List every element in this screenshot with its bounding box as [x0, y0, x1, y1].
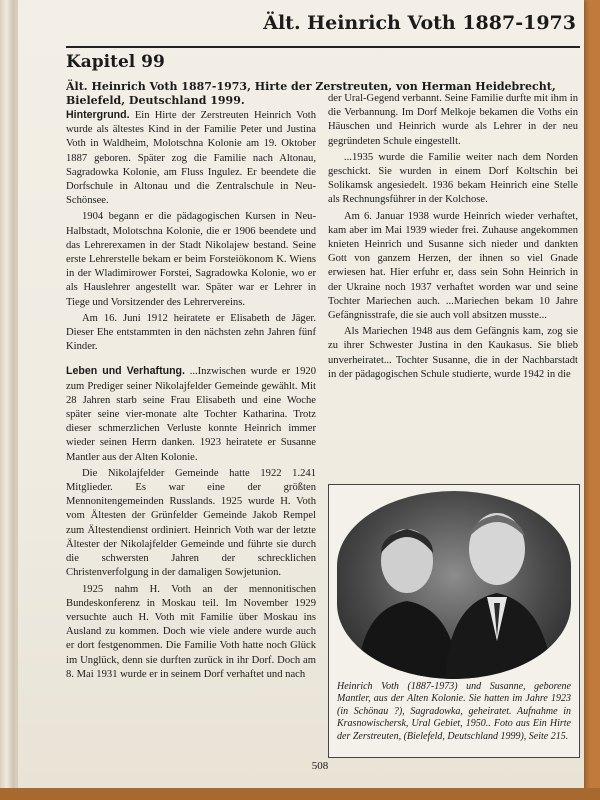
paragraph: der Ural-Gegend verbannt. Seine Familie durfte mit ihm in die Verbannung. Im Dorf Melkoje bekamen die Voths ein Häuschen und Heinrich wurde als Lehrer in der neu gegründeten Schule eingestellt. [328, 93, 578, 147]
left-column [66, 108, 316, 684]
page-content [60, 0, 580, 790]
chapter-title: Kapitel 99 [66, 52, 165, 72]
paragraph: 1904 begann er die pädagogischen Kursen in Neu-Halbstadt, Molotschna Kolonie, die er 1906 beendete und das Lehrerexamen in der Stadt Nikolajew bestand. Seine erste Lehrerstelle bekam er beim Forsteiökonom K. Wiens in der Wladimirower Forstei, Sagradowka Kolonie, wo er als Hauslehrer angestellt war. Später war er Lehrer in Tiege und Vorsitzender des Lehrervereins. [66, 211, 316, 308]
paragraph-life-and-arrest [66, 364, 316, 464]
photo-figure [328, 484, 580, 758]
section-heading-background: Hintergrund. [66, 109, 130, 121]
book-bottom-edge [0, 788, 600, 800]
paragraph: Am 6. Januar 1938 wurde Heinrich wieder verhaftet, kam aber im Mai 1939 wieder frei. Zuhause angekommen knieten Heinrich und Susanne sich nieder und dankten Gott von ganzem Herzen, der ihnen so viel Gnade erwiesen hat. Hier erfuhr er, dass sein Sohn Heinrich in der Ukraine noch 1937 verhaftet worden war und seine Tochter Mariechen auch. ...Mariechen bekam 10 Jahre Gefängnisstrafe, die sie auch voll absitzen musste... [328, 210, 578, 322]
paragraph: Die Nikolajfelder Gemeinde hatte 1922 1.241 Mitglieder. Es war eine der größten Mennonitengemeinden Russlands. 1925 wurde H. Voth vom Ältesten der Grünfelder Gemeinde Jakob Rempel zum Ältestendienst ordiniert. Heinrich Voth war der letzte Ältester der Nikolajfelder Gemeinde und führte sie durch die schwersten Jahren der schrecklichen Christenverfolgung in der damaligen Sowjetunion. [66, 467, 316, 579]
section-heading-life: Leben und Verhaftung. [66, 365, 185, 378]
paragraph: 1925 nahm H. Voth an der mennonitischen Bundeskonferenz in Moskau teil. Im November 1929 versuchte auch H. Voth mit Familie über Moskau ins Ausland zu kommen. Doch wie viele andere wurde auch er dort festgenommen. Die Familie Voth hatte noch Glück im Unglück, denn sie durften zurück in ihr Dorf. Doch am 8. Mai 1931 wurde er in seinem Dorf verhaftet und nach [66, 583, 316, 680]
paragraph-background [66, 108, 316, 208]
header-rule [66, 46, 580, 48]
intro-attribution: Ält. Heinrich Voth 1887-1973, Hirte der Zerstreuten, von Herman Heidebrecht, Bielefeld, Deutschland 1999. [66, 80, 556, 107]
book-page [18, 0, 584, 790]
running-header: Ält. Heinrich Voth 1887-1973 [263, 12, 576, 34]
paragraph-text: ...Inzwischen wurde er 1920 zum Prediger seiner Nikolajfelder Gemeinde gewählt. Mit 28 Jahren starb seine Frau Elisabeth und eine Woche später seine vier-monate alte Tochter Katharina. Trotz dieser schmerzlichen Verluste konnte Heinrich immer wieder seinen Herrn danken. 1923 heiratete er Susanne Mantler aus der Alten Kolonie. [66, 366, 316, 463]
paragraph: ...1935 wurde die Familie weiter nach dem Norden geschickt. Sie wurden in einem Dorf Koltschin bei Solikamsk angesiedelt. 1936 bekam Heinrich eine Stelle als Rechnungsführer in der Kolchose. [328, 151, 578, 206]
page-number: 508 [311, 760, 329, 772]
right-column [328, 92, 578, 384]
paragraph: Als Mariechen 1948 aus dem Gefängnis kam, zog sie zu ihrer Schwester Justina in den Kaukasus. Sie blieb unverheiratet... Tochter Susanne, die in der Nachbarstadt in der pädagogischen Schule studierte, wurde 1942 in die [328, 326, 578, 380]
paragraph-text: Ein Hirte der Zerstreuten Heinrich Voth wurde als ältestes Kind in der Familie Peter und Justina Voth in Waldheim, Molotschna Kolonie am 19. Oktober 1887 geboren. Später zog die Familie nach Altonau, Sagradowka Kolonie, am Fluss Ingulez. Er beendete die Dorfschule in Altonau und die Zentralschule in Neu-Schönsee. [66, 110, 316, 207]
portrait-photo [337, 491, 571, 679]
portrait-illustration [337, 491, 571, 679]
photo-caption: Heinrich Voth (1887-1973) und Susanne, geborene Mantler, aus der Alten Kolonie. Sie hatten im Jahre 1923 (in Schönau ?), Sagradowka, geheiratet. Aufnahme in Krasnowischersk, Ural Gebiet, 1950.. Foto aus Ein Hirte der Zerstreuten, (Bielefeld, Deutschland 1999), Seite 215. [337, 681, 571, 742]
paragraph: Am 16. Juni 1912 heiratete er Elisabeth de Jäger. Dieser Ehe entstammten in den nächsten zehn Jahren fünf Kinder. [66, 312, 316, 353]
